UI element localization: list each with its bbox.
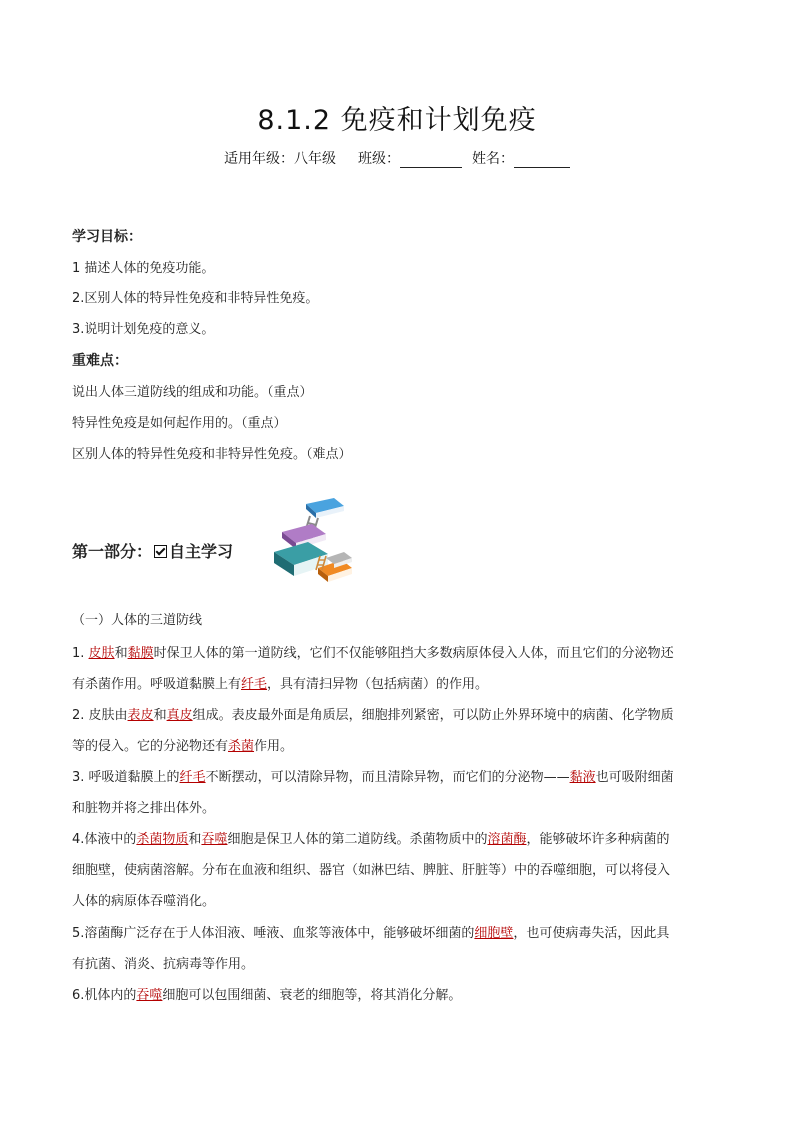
header-info <box>0 148 794 168</box>
text-span: 细胞可以包围细菌、衰老的细胞等，将其消化分解。 <box>162 988 462 1003</box>
page-title: 8.1.2 免疫和计划免疫 <box>257 105 537 136</box>
paragraph-line <box>72 800 215 818</box>
paragraph-line <box>72 925 669 943</box>
text-span: 作用。 <box>254 739 294 754</box>
text-span: 和 <box>153 708 167 723</box>
answer-text: 杀菌 <box>228 739 255 754</box>
checkbox-checked-icon <box>154 545 167 558</box>
answer-text: 吞噬 <box>136 988 163 1003</box>
text-span: 也可吸附细菌 <box>595 770 674 785</box>
answer-text: 纤毛 <box>179 770 206 785</box>
key-points-heading: 重难点： <box>72 353 128 369</box>
text-span: 等的侵入。它的分泌物还有 <box>72 739 229 754</box>
text-span: ，具有清扫异物（包括病菌）的作用。 <box>267 677 489 692</box>
name-blank[interactable] <box>514 153 570 168</box>
text-span: 有抗菌、消炎、抗病毒等作用。 <box>72 957 255 972</box>
paragraph-line <box>72 987 461 1005</box>
paragraph-line <box>72 707 674 725</box>
paragraph-line <box>72 862 670 880</box>
key-point-item: 区别人体的特异性免疫和非特异性免疫。（难点） <box>72 447 352 462</box>
text-span: ，也可使病毒失活，因此具 <box>513 926 670 941</box>
paragraph-line <box>72 738 293 756</box>
answer-text: 杀菌物质 <box>136 832 189 847</box>
text-span: 4.体液中的 <box>72 832 137 847</box>
text-span: ，能够破坏许多种病菌的 <box>526 832 670 847</box>
books-ladder-icon <box>268 496 358 588</box>
paragraph-line <box>72 893 215 911</box>
text-span: 3. 呼吸道黏膜上的 <box>72 770 180 785</box>
text-span: 时保卫人体的第一道防线，它们不仅能够阻挡大多数病原体侵入人体，而且它们的分泌物还 <box>153 646 674 661</box>
text-span: 细胞壁，使病菌溶解。分布在血液和组织、器官（如淋巴结、脾脏、肝脏等）中的吞噬细胞，可以将侵入 <box>72 863 671 878</box>
answer-text: 皮肤 <box>88 646 115 661</box>
paragraph-line <box>72 676 488 694</box>
objective-item: 2.区别人体的特异性免疫和非特异性免疫。 <box>72 291 319 306</box>
text-span: 和 <box>114 646 128 661</box>
text-span: 细胞是保卫人体的第二道防线。杀菌物质中的 <box>227 832 488 847</box>
text-span: 不断摆动，可以清除异物，而且清除异物，而它们的分泌物—— <box>205 770 570 785</box>
text-span: 和 <box>188 832 202 847</box>
part1-title-text: 自主学习 <box>169 542 234 561</box>
objective-item: 3.说明计划免疫的意义。 <box>72 322 215 337</box>
answer-text: 吞噬 <box>201 832 228 847</box>
text-span: 1. <box>72 646 89 661</box>
answer-text: 黏液 <box>569 770 596 785</box>
text-span: 6.机体内的 <box>72 988 137 1003</box>
paragraph-line <box>72 831 670 849</box>
answer-text: 黏膜 <box>127 646 154 661</box>
text-span: 有杀菌作用。呼吸道黏膜上有 <box>72 677 242 692</box>
subsection-title: （一）人体的三道防线 <box>72 613 203 628</box>
paragraph-line <box>72 769 674 787</box>
key-point-item: 特异性免疫是如何起作用的。（重点） <box>72 416 287 431</box>
name-label: 姓名： <box>472 151 514 167</box>
paragraph-line <box>72 645 674 663</box>
answer-text: 表皮 <box>127 708 154 723</box>
text-span: 和脏物并将之排出体外。 <box>72 801 216 816</box>
text-span: 2. 皮肤由 <box>72 708 128 723</box>
text-span: 人体的病原体吞噬消化。 <box>72 894 216 909</box>
text-span: 5.溶菌酶广泛存在于人体泪液、唾液、血浆等液体中，能够破坏细菌的 <box>72 926 475 941</box>
part1-title <box>72 543 233 561</box>
answer-text: 真皮 <box>166 708 193 723</box>
grade-label: 适用年级：八年级 <box>224 151 336 167</box>
objectives-heading: 学习目标： <box>72 229 142 245</box>
class-label: 班级： <box>358 151 400 167</box>
objective-item: 1 描述人体的免疫功能。 <box>72 261 215 276</box>
part1-title-prefix: 第一部分： <box>72 542 153 561</box>
key-point-item: 说出人体三道防线的组成和功能。（重点） <box>72 385 313 400</box>
answer-text: 溶菌酶 <box>487 832 527 847</box>
paragraph-line <box>72 956 254 974</box>
answer-text: 纤毛 <box>241 677 268 692</box>
answer-text: 细胞壁 <box>474 926 514 941</box>
text-span: 组成。表皮最外面是角质层，细胞排列紧密，可以防止外界环境中的病菌、化学物质 <box>192 708 674 723</box>
class-blank[interactable] <box>400 153 462 168</box>
